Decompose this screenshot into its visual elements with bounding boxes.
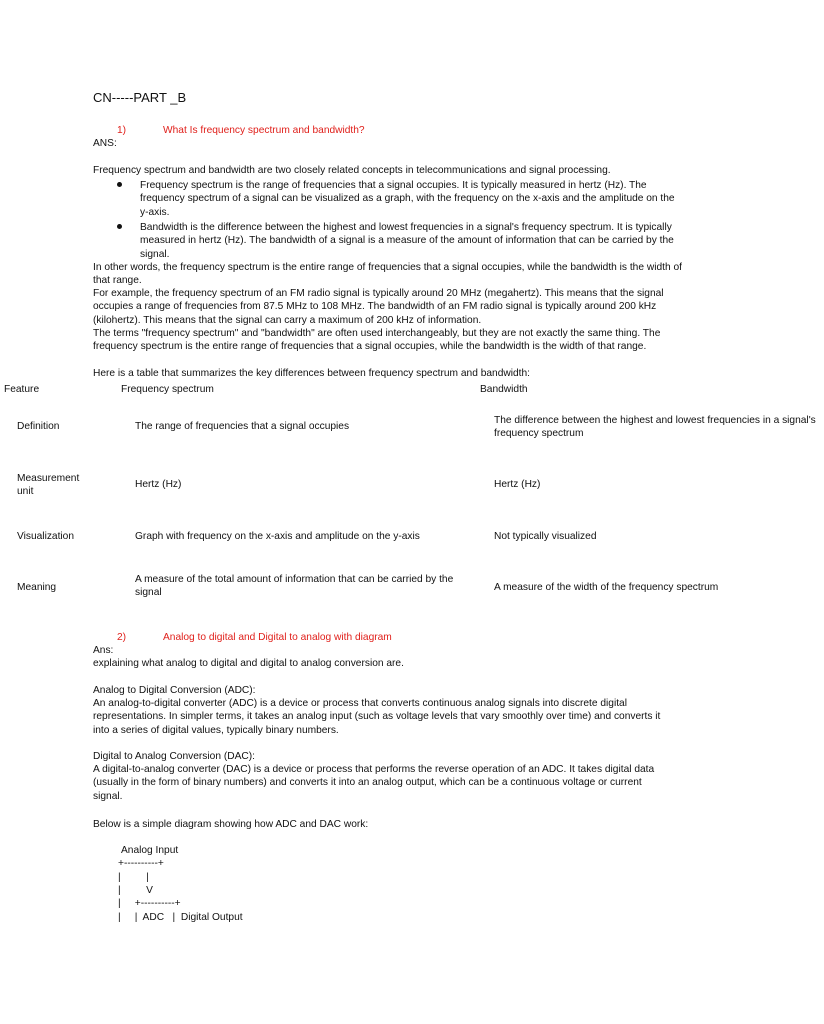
bullet-frequency-spectrum: Frequency spectrum is the range of frequencies that a signal occupies. It is typically measured in hertz (Hz). The frequency spectrum of a signal can be visualized as a graph, with the frequency on the x-axis and the amplitude on the y-axis.	[140, 180, 675, 218]
table-cell-bandwidth: Hertz (Hz)	[494, 479, 541, 490]
diagram-line: | V	[118, 885, 153, 896]
bullet-icon	[116, 222, 124, 230]
table-cell-frequency-spectrum: A measure of the total amount of information that can be carried by the signal	[135, 574, 454, 599]
table-cell-frequency-spectrum: The range of frequencies that a signal occupies	[135, 421, 350, 432]
table-cell-feature: Visualization	[17, 531, 75, 542]
adc-paragraph: An analog-to-digital converter (ADC) is a device or process that converts continuous analog signals into discrete digital representations. In simpler terms, it takes an analog input (such as voltage levels that vary smoothly over time) and converts it into a series of digital values, typically binary numbers.	[93, 698, 661, 736]
question-2-number: 2)	[117, 632, 127, 643]
question-1-number: 1)	[117, 125, 127, 136]
table-cell-frequency-spectrum: Hertz (Hz)	[135, 479, 182, 490]
paragraph-example: For example, the frequency spectrum of an FM radio signal is typically around 20 MHz (megahertz). This means that the signal occupies a range of frequencies from 87.5 MHz to 108 MHz. The bandwidth of an FM radio signal is typically around 200 kHz (kilohertz). This means that the signal can carry a maximum of 200 kHz of information.	[93, 288, 664, 326]
diagram-line: | |	[118, 872, 149, 883]
table-cell-bandwidth: A measure of the width of the frequency spectrum	[494, 582, 719, 593]
table-cell-feature: Meaning	[17, 582, 57, 593]
bullet-icon	[116, 180, 124, 188]
diagram-line: +----------+	[118, 858, 164, 869]
dac-paragraph: A digital-to-analog converter (DAC) is a device or process that performs the reverse operation of an ADC. It takes digital data (usually in the form of binary numbers) and converts it into an analog output, which can be a continuous voltage or current signal.	[93, 764, 655, 802]
table-header-feature: Feature	[4, 384, 40, 395]
adc-heading: Analog to Digital Conversion (ADC):	[93, 685, 256, 696]
answer-1-label: ANS:	[93, 138, 117, 149]
table-cell-feature: Measurement unit	[17, 473, 80, 498]
dac-heading: Digital to Analog Conversion (DAC):	[93, 751, 255, 762]
answer-2-label: Ans:	[93, 645, 114, 656]
paragraph-terms: The terms "frequency spectrum" and "bandwidth" are often used interchangeably, but they are not exactly the same thing. The frequency spectrum is the entire range of frequencies that a signal occupies, while the bandwidth is the width of that range.	[93, 328, 661, 353]
table-header-bandwidth: Bandwidth	[480, 384, 528, 395]
paragraph-in-other-words: In other words, the frequency spectrum is the entire range of frequencies that a signal occupies, while the bandwidth is the width of that range.	[93, 262, 682, 287]
table-cell-frequency-spectrum: Graph with frequency on the x-axis and amplitude on the y-axis	[135, 531, 420, 542]
table-cell-bandwidth: Not typically visualized	[494, 531, 597, 542]
table-cell-bandwidth: The difference between the highest and lowest frequencies in a signal's frequency spectrum	[494, 415, 816, 440]
diagram-intro: Below is a simple diagram showing how ADC and DAC work:	[93, 819, 369, 830]
paragraph-table-intro: Here is a table that summarizes the key differences between frequency spectrum and bandwidth:	[93, 368, 530, 379]
question-2-heading: Analog to digital and Digital to analog with diagram	[163, 632, 392, 643]
table-header-frequency-spectrum: Frequency spectrum	[121, 384, 214, 395]
diagram-line: Analog Input	[121, 845, 179, 856]
diagram-line: | | ADC | Digital Output	[118, 912, 243, 923]
document-title: CN-----PART _B	[93, 90, 187, 105]
table-cell-feature: Definition	[17, 421, 60, 432]
intro-paragraph: Frequency spectrum and bandwidth are two closely related concepts in telecommunications and signal processing.	[93, 165, 611, 176]
bullet-bandwidth: Bandwidth is the difference between the highest and lowest frequencies in a signal's frequency spectrum. It is typically measured in hertz (Hz). The bandwidth of a signal is a measure of the amount of information that can be carried by the signal.	[140, 222, 674, 260]
q2-intro: explaining what analog to digital and digital to analog conversion are.	[93, 658, 404, 669]
diagram-line: | +----------+	[118, 898, 181, 909]
question-1-heading: What Is frequency spectrum and bandwidth?	[163, 125, 365, 136]
